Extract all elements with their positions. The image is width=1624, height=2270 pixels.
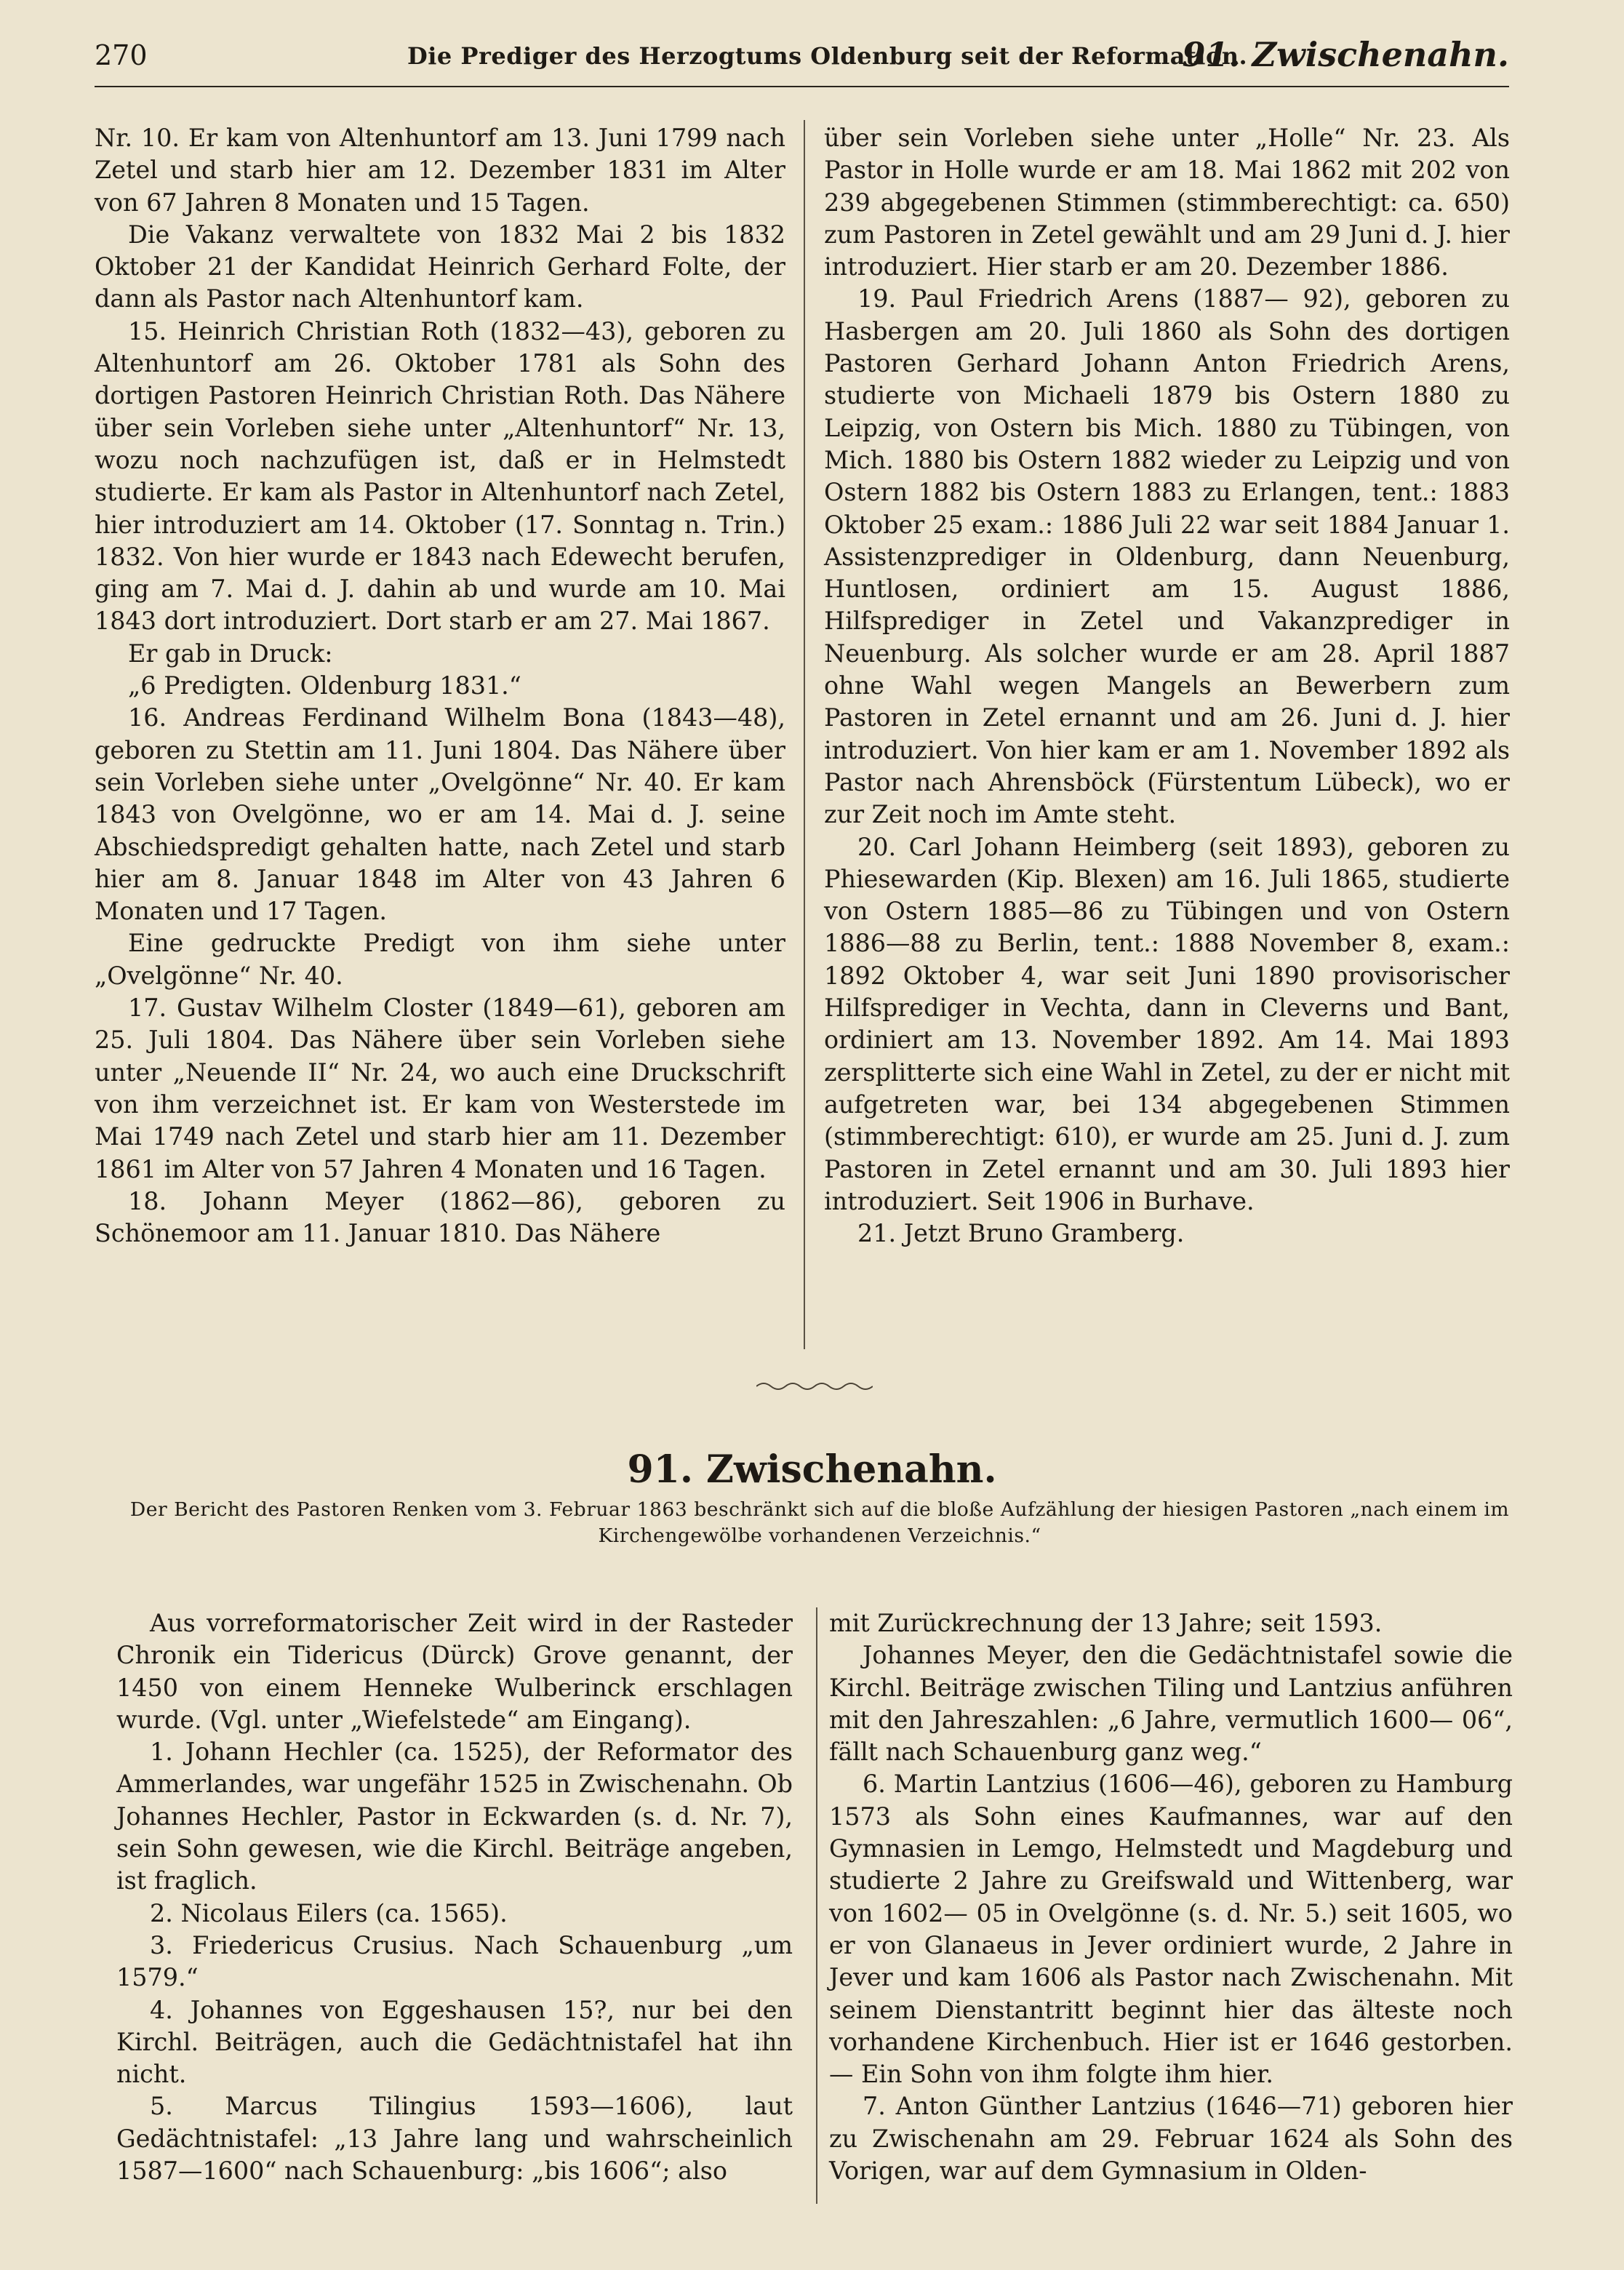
paragraph: Er gab in Druck: [128, 639, 333, 668]
entry-7: 7. Anton Günther Lantzius (1646—71) geboren hier zu Zwischenahn am 29. Februar 1624 als Sohn des Vorigen, war auf dem Gymnasium in Olden- [829, 2092, 1513, 2186]
paragraph: Nr. 10. Er kam von Altenhuntorf am 13. Juni 1799 nach Zetel und starb hier am 12. Dezember 1831 im Alter von 67 Jahren 8 Monaten und 15 Tagen. [95, 124, 785, 217]
page-number: 270 [95, 39, 148, 71]
paragraph: mit Zurückrechnung der 13 Jahre; seit 1593. [829, 1609, 1383, 1637]
section-intro: Der Bericht des Pastoren Renken vom 3. Februar 1863 beschränkt sich auf die bloße Aufzählung der hiesigen Pastoren „nach einem im Kirchengewölbe vorhandenen Verzeichnis.“ [129, 1498, 1510, 1547]
entry-20: 20. Carl Johann Heimberg (seit 1893), geboren zu Phiesewarden (Kip. Blexen) am 16. Juli 1865, studierte von Ostern 1885—86 zu Tübingen und von Ostern 1886—88 zu Berlin, tent.: 1888 November 8, exam.: 1892 Oktober 4, war seit Juni 1890 provisorischer Hilfsprediger in Vechta, dann in Cleverns und Bant, ordiniert am 13. November 1892. Am 14. Mai 1893 zersplitterte sich eine Wahl in Zetel, zu der er nicht mit aufgetreten war, bei 134 abgegebenen Stimmen (stimmberechtigt: 610), er wurde am 25. Juni d. J. zum Pastoren in Zetel ernannt und am 30. Juli 1893 hier introduziert. Seit 1906 in Burhave. [824, 832, 1510, 1215]
header-section-label: 91. Zwischenahn. [1182, 35, 1509, 74]
entry-3: 3. Friedericus Crusius. Nach Schauenburg „um 1579.“ [116, 1930, 793, 1992]
column-rule-top [804, 120, 805, 1349]
paragraph: Aus vorreformatorischer Zeit wird in der Rasteder Chronik ein Tidericus (Dürck) Grove genannt, der 1450 von einem Henneke Wulberinck erschlagen wurde. (Vgl. unter „Wiefelstede“ am Eingang). [116, 1609, 793, 1734]
entry-19: 19. Paul Friedrich Arens (1887— 92), geboren zu Hasbergen am 20. Juli 1860 als Sohn des dortigen Pastoren Gerhard Johann Anton Friedrich Arens, studierte von Michaeli 1879 bis Ostern 1880 zu Leipzig, von Ostern bis Mich. 1880 zu Tübingen, von Mich. 1880 bis Ostern 1882 wieder zu Leipzig und von Ostern 1882 bis Ostern 1883 zu Erlangen, tent.: 1883 Oktober 25 exam.: 1886 Juli 22 war seit 1884 Januar 1. Assistenzprediger in Oldenburg, dann Neuenburg, Huntlosen, ordiniert am 15. August 1886, Hilfsprediger in Zetel und Vakanzprediger in Neuenburg. Als solcher wurde er am 28. April 1887 ohne Wahl wegen Mangels an Bewerbern zum Pastoren in Zetel ernannt und am 26. Juni d. J. hier introduziert. Von hier kam er am 1. November 1892 als Pastor nach Ahrensböck (Fürstentum Lübeck), wo er zur Zeit noch im Amte steht. [824, 284, 1510, 829]
paragraph: über sein Vorleben siehe unter „Holle“ Nr. 23. Als Pastor in Holle wurde er am 18. Mai 1862 mit 202 von 239 abgegebenen Stimmen (stimmberechtigt: ca. 650) zum Pastoren in Zetel gewählt und am 29 Juni d. J. hier introduziert. Hier starb er am 20. Dezember 1886. [824, 124, 1510, 281]
paragraph: Die Vakanz verwaltete von 1832 Mai 2 bis 1832 Oktober 21 der Kandidat Heinrich Gerhard Folte, der dann als Pastor nach Altenhuntorf kam. [95, 220, 785, 313]
entry-1: 1. Johann Hechler (ca. 1525), der Reformator des Ammerlandes, war ungefähr 1525 in Zwischenahn. Ob Johannes Hechler, Pastor in Eckwarden (s. d. Nr. 7), sein Sohn gewesen, wie die Kirchl. Beiträge angeben, ist fraglich. [116, 1738, 793, 1895]
bottom-right-column [829, 1607, 1513, 2187]
entry-4: 4. Johannes von Eggeshausen 15?, nur bei den Kirchl. Beiträgen, auch die Gedächtnistafel hat ihn nicht. [116, 1995, 793, 2089]
book-title: „6 Predigten. Oldenburg 1831.“ [128, 671, 521, 700]
top-left-column [95, 122, 785, 1250]
entry-21: 21. Jetzt Bruno Gramberg. [857, 1219, 1185, 1248]
entry-5: 5. Marcus Tilingius 1593—1606), laut Gedächtnistafel: „13 Jahre lang und wahrscheinlich 1587—1600“ nach Schauenburg: „bis 1606“; also [116, 2092, 793, 2186]
paragraph: Johannes Meyer, den die Gedächtnistafel sowie die Kirchl. Beiträge zwischen Tiling und Lantzius anführen mit den Jahreszahlen: „6 Jahre, vermutlich 1600— 06“, fällt nach Schauenburg ganz weg.“ [829, 1641, 1513, 1767]
running-header [95, 35, 1509, 87]
wave-ornament [756, 1379, 873, 1394]
top-right-column [824, 122, 1510, 1250]
bottom-left-column [116, 1607, 793, 2187]
entry-2: 2. Nicolaus Eilers (ca. 1565). [150, 1898, 508, 1927]
section-title: 91. Zwischenahn. [627, 1447, 997, 1492]
entry-17: 17. Gustav Wilhelm Closter (1849—61), geboren am 25. Juli 1804. Das Nähere über sein Vorleben siehe unter „Neuende II“ Nr. 24, wo auch eine Druckschrift von ihm verzeichnet ist. Er kam von Westerstede im Mai 1749 nach Zetel und starb hier am 11. Dezember 1861 im Alter von 57 Jahren 4 Monaten und 16 Tagen. [95, 994, 785, 1183]
paragraph: Eine gedruckte Predigt von ihm siehe unter „Ovelgönne“ Nr. 40. [95, 929, 785, 990]
entry-18: 18. Johann Meyer (1862—86), geboren zu Schönemoor am 11. Januar 1810. Das Nähere [95, 1186, 785, 1248]
column-rule-bottom [816, 1607, 817, 2204]
entry-6: 6. Martin Lantzius (1606—46), geboren zu Hamburg 1573 als Sohn eines Kaufmannes, war auf den Gymnasien in Lemgo, Helmstedt und Magdeburg und studierte 2 Jahre zu Greifswald und Wittenberg, war von 1602— 05 in Ovelgönne (s. d. Nr. 5.) seit 1605, wo er von Glanaeus in Jever ordiniert wurde, 2 Jahre in Jever und kam 1606 als Pastor nach Zwischenahn. Mit seinem Dienstantritt beginnt hier das älteste noch vorhandene Kirchenbuch. Hier ist er 1646 gestorben. — Ein Sohn von ihm folgte ihm hier. [829, 1770, 1513, 2089]
entry-15: 15. Heinrich Christian Roth (1832—43), geboren zu Altenhuntorf am 26. Oktober 1781 als Sohn des dortigen Pastoren Heinrich Christian Roth. Das Nähere über sein Vorleben siehe unter „Altenhuntorf“ Nr. 13, wozu noch nachzufügen ist, daß er in Helmstedt studierte. Er kam als Pastor in Altenhuntorf nach Zetel, hier introduziert am 14. Oktober (17. Sonntag n. Trin.) 1832. Von hier wurde er 1843 nach Edewecht berufen, ging am 7. Mai d. J. dahin ab und wurde am 10. Mai 1843 dort introduziert. Dort starb er am 27. Mai 1867. [95, 316, 785, 636]
entry-16: 16. Andreas Ferdinand Wilhelm Bona (1843—48), geboren zu Stettin am 11. Juni 1804. Das Nähere über sein Vorleben siehe unter „Ovelgönne“ Nr. 40. Er kam 1843 von Ovelgönne, wo er am 14. Mai d. J. seine Abschiedspredigt gehalten hatte, nach Zetel und starb hier am 8. Januar 1848 im Alter von 43 Jahren 6 Monaten und 17 Tagen. [95, 703, 785, 926]
running-title: Die Prediger des Herzogtums Oldenburg seit der Reformation. [407, 42, 1248, 70]
